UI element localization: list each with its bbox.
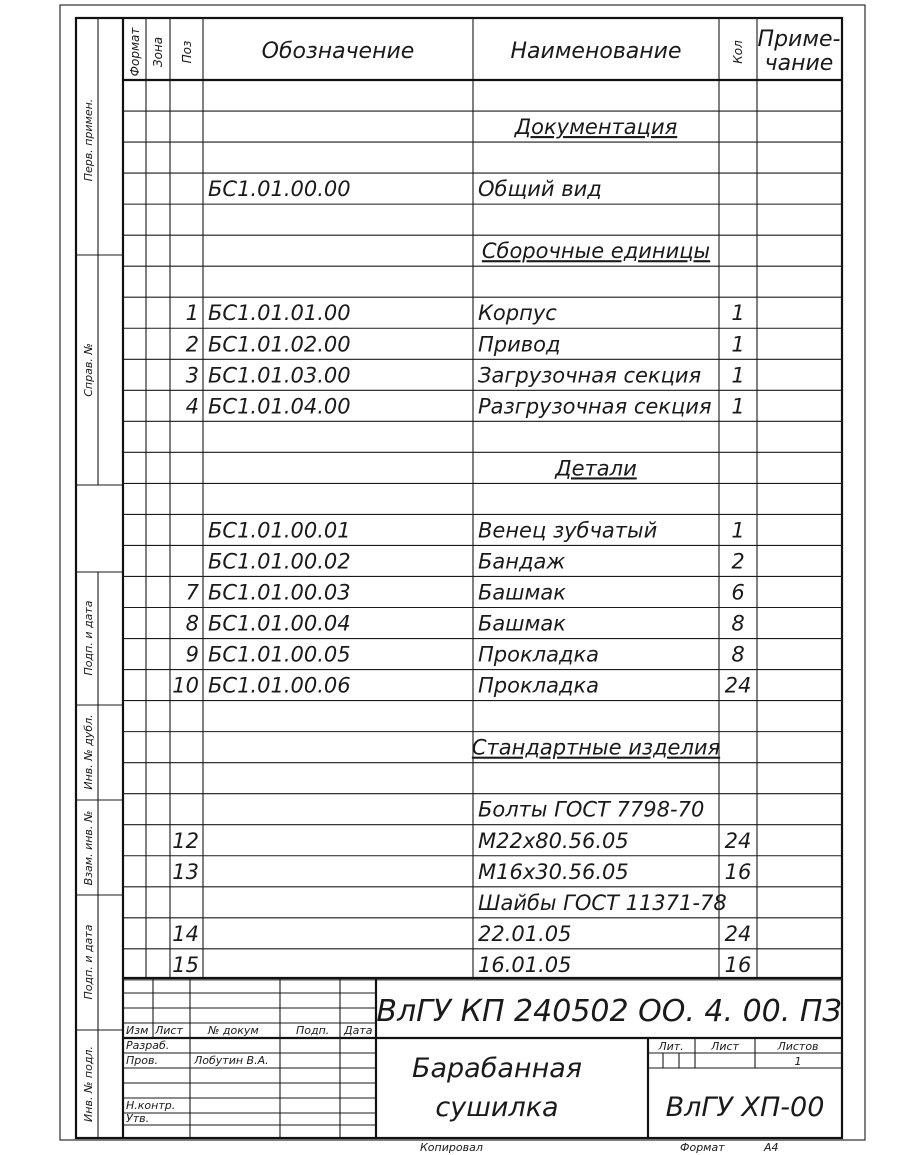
row-quantity: 2 [731, 549, 745, 574]
table-row [123, 549, 842, 576]
row-quantity: 1 [731, 363, 745, 388]
section-row [123, 239, 842, 266]
table-row [123, 518, 842, 545]
row-name: Бандаж [478, 549, 566, 574]
side-label-inv-dubl: Инв. № дубл. [82, 714, 95, 790]
section-heading: Документация [514, 115, 678, 140]
row-position: 14 [172, 921, 199, 946]
section-heading: Детали [555, 456, 637, 481]
header-pos: Поз [180, 40, 194, 64]
row-name: М22х80.56.05 [478, 828, 629, 853]
table-row [123, 643, 842, 670]
table-row [123, 891, 842, 918]
row-position: 9 [185, 642, 199, 667]
stamp-prov-name: Лобутин В.А. [194, 1054, 269, 1067]
row-designation: БС1.01.03.00 [208, 363, 351, 388]
row-quantity: 16 [724, 859, 752, 884]
table-row [123, 829, 842, 856]
row-name: Башмак [478, 580, 566, 605]
row-quantity: 16 [724, 952, 752, 977]
header-note-line2: чание [764, 51, 834, 76]
side-label-vzam-inv: Взам. инв. № [82, 810, 95, 886]
table-header [128, 27, 840, 77]
row-designation: БС1.01.00.00 [208, 177, 351, 202]
table-row [123, 301, 842, 328]
row-quantity: 8 [731, 611, 745, 636]
row-position: 15 [172, 952, 199, 977]
table-row [123, 363, 842, 390]
drawing-title-line2: сушилка [435, 1092, 559, 1123]
table-row [123, 798, 842, 825]
row-name: 22.01.05 [478, 921, 572, 946]
table-row [123, 332, 842, 359]
stamp-list-col-label: Лист [711, 1040, 739, 1053]
section-row [123, 115, 842, 142]
row-quantity: 1 [731, 332, 745, 357]
row-name: Болты ГОСТ 7798-70 [478, 797, 705, 822]
row-quantity: 1 [731, 301, 745, 326]
row-name: Привод [478, 332, 561, 357]
header-format: Формат [128, 27, 142, 77]
table-row [123, 581, 842, 608]
side-label-podp-data-1: Подп. и дата [82, 600, 95, 676]
row-quantity: 24 [724, 828, 752, 853]
stamp-nkontr-label: Н.контр. [126, 1099, 176, 1112]
header-name: Наименование [510, 39, 682, 64]
row-name: Прокладка [478, 673, 600, 698]
table-row [123, 394, 842, 421]
row-name: Разгрузочная секция [478, 394, 712, 419]
table-row [123, 612, 842, 639]
row-name: Загрузочная секция [478, 363, 702, 388]
table-row [123, 953, 842, 980]
side-strip [76, 18, 123, 1138]
side-label-sprav: Справ. № [82, 343, 95, 397]
side-label-inv-podl: Инв. № подл. [82, 1046, 95, 1122]
table-row [123, 860, 842, 887]
section-heading: Сборочные единицы [481, 239, 711, 264]
row-position: 4 [185, 394, 199, 419]
side-label-perv-primen: Перв. примен. [82, 98, 95, 182]
row-position: 3 [185, 363, 199, 388]
row-name: Шайбы ГОСТ 11371-78 [478, 890, 727, 915]
footer-kopiroval: Копировал [420, 1141, 483, 1154]
row-name: Прокладка [478, 642, 600, 667]
row-position: 13 [172, 859, 199, 884]
stamp-izm-label: Изм [126, 1024, 149, 1037]
header-note-line1: Приме- [757, 27, 841, 52]
row-name: Башмак [478, 611, 566, 636]
stamp-listov-value: 1 [794, 1055, 802, 1068]
row-designation: БС1.01.00.03 [208, 580, 351, 605]
row-designation: БС1.01.00.04 [208, 611, 351, 636]
row-position: 12 [172, 828, 199, 853]
row-position: 1 [185, 301, 199, 326]
row-quantity: 24 [724, 921, 752, 946]
row-position: 2 [185, 332, 199, 357]
row-position: 8 [185, 611, 199, 636]
row-position: 7 [185, 580, 199, 605]
row-name: Корпус [478, 301, 557, 326]
stamp-data-label: Дата [344, 1024, 373, 1037]
stamp-list-label: Лист [155, 1024, 183, 1037]
row-designation: БС1.01.00.02 [208, 549, 351, 574]
row-name: 16.01.05 [478, 952, 572, 977]
side-label-podp-data-2: Подп. и дата [82, 924, 95, 1000]
stamp-podp-label: Подп. [296, 1024, 330, 1037]
table-row [123, 922, 842, 949]
drawing-title-line1: Барабанная [411, 1053, 583, 1084]
section-row [123, 456, 842, 483]
row-quantity: 1 [731, 518, 745, 543]
header-designation: Обозначение [261, 39, 415, 64]
row-designation: БС1.01.00.05 [208, 642, 351, 667]
row-name: Венец зубчатый [478, 518, 658, 543]
row-quantity: 6 [731, 580, 745, 605]
header-qty: Кол [731, 40, 745, 64]
stamp-prov-label: Пров. [126, 1054, 158, 1067]
stamp-razrab-label: Разраб. [126, 1039, 170, 1052]
stamp-utv-label: Утв. [126, 1112, 150, 1125]
organization-code: ВлГУ ХП-00 [665, 1092, 825, 1123]
row-quantity: 24 [724, 673, 752, 698]
footer-format-value: А4 [764, 1141, 779, 1154]
stamp-listov-label: Листов [777, 1040, 819, 1053]
spec-rows [123, 111, 842, 980]
table-row [123, 177, 842, 204]
row-quantity: 8 [731, 642, 745, 667]
row-position: 10 [172, 673, 199, 698]
row-designation: БС1.01.01.00 [208, 301, 351, 326]
row-designation: БС1.01.02.00 [208, 332, 351, 357]
section-heading: Стандартные изделия [471, 735, 721, 760]
row-designation: БС1.01.00.01 [208, 518, 351, 543]
row-quantity: 1 [731, 394, 745, 419]
table-row [123, 674, 842, 701]
row-name: М16х30.56.05 [478, 859, 629, 884]
row-designation: БС1.01.04.00 [208, 394, 351, 419]
title-block [123, 978, 842, 1138]
row-name: Общий вид [478, 177, 602, 202]
row-designation: БС1.01.00.06 [208, 673, 351, 698]
stamp-lit-label: Лит. [658, 1040, 684, 1053]
footer-format-label: Формат [680, 1141, 725, 1154]
section-row [123, 736, 842, 763]
header-zone: Зона [151, 36, 165, 68]
document-code: ВлГУ КП 240502 ОО. 4. 00. ПЗ [376, 994, 842, 1029]
stamp-ndokum-label: № докум [208, 1024, 259, 1037]
